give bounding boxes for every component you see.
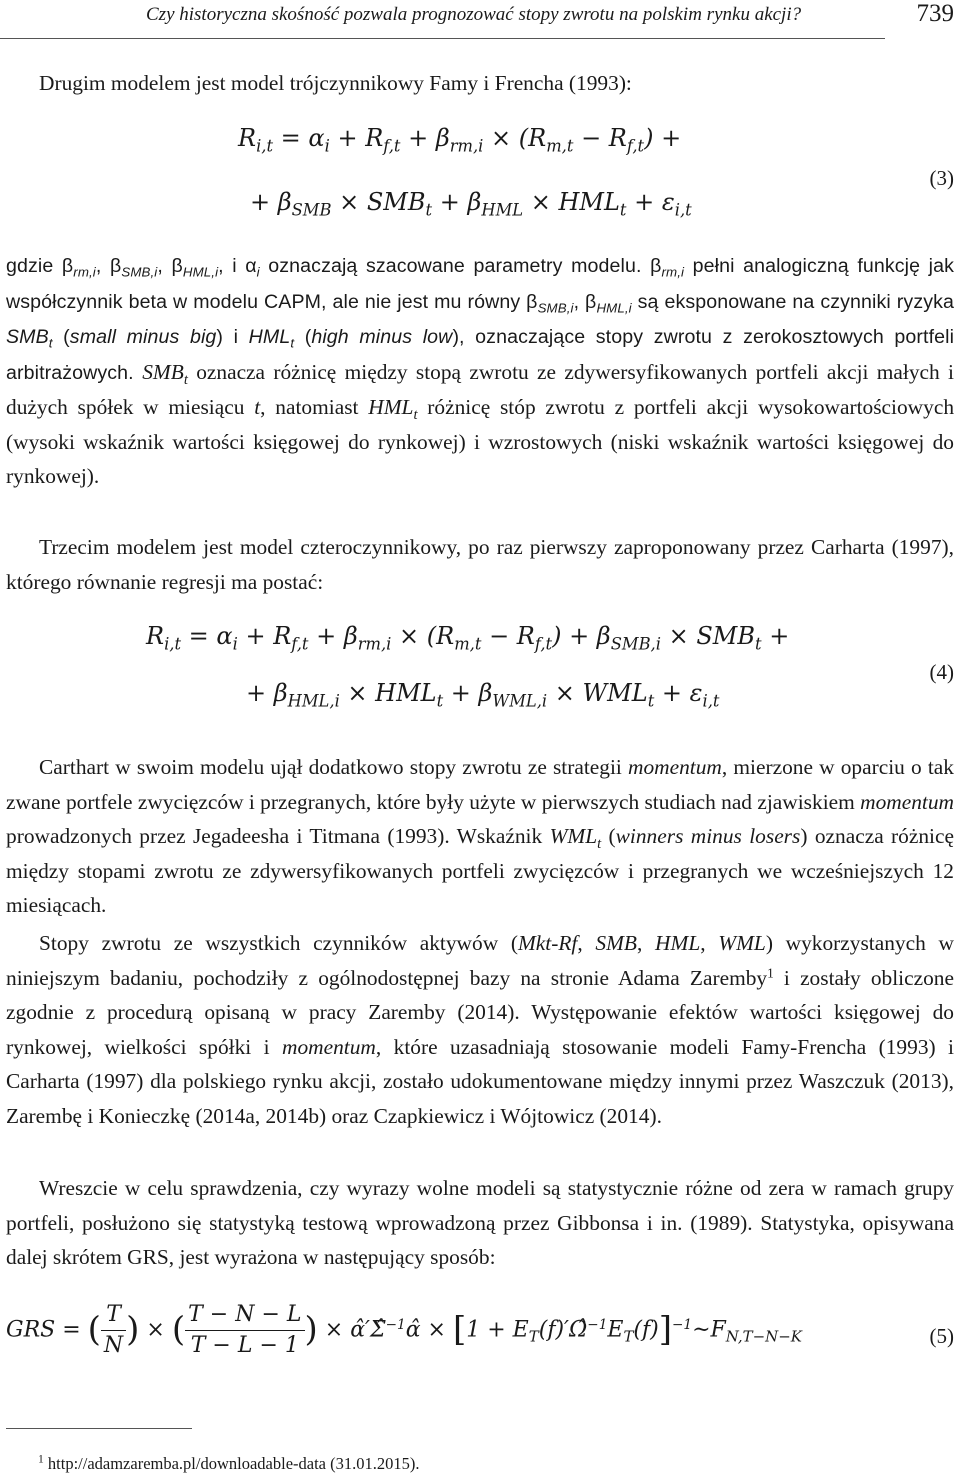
footnote-number: 1: [38, 1453, 44, 1466]
equation-5-number: (5): [929, 1324, 954, 1348]
footnote: [38, 1454, 420, 1474]
running-header: [0, 0, 960, 36]
equation-4-line-1: $R_{i,t} = \alpha_i + R_{f,t} + \beta_{rm,i} \times (R_{m,t} - R_{f,t}) + \beta_{SMB,i} \times SMB_t$ +: [146, 622, 790, 654]
footnote-link[interactable]: http://adamzaremba.pl/downloadable-data (31.01.2015).: [47, 1454, 420, 1473]
equation-3-number: (3): [929, 166, 954, 190]
equation-3-line-1: $R_{i,t} = \alpha_i + R_{f,t} + \beta_{rm,i} \times (R_{m,t} - R_{f,t})$ +: [238, 124, 682, 156]
footnote-rule: [6, 1428, 192, 1429]
equation-3-line-2: + $\beta_{SMB} \times SMB_t + \beta_{HML} \times HML_t + \varepsilon_{i,t}$: [250, 188, 692, 220]
header-rule: [0, 38, 885, 39]
equation-4-line-2: + $\beta_{HML,i} \times HML_t + \beta_{WML,i} \times WML_t + \varepsilon_{i,t}$: [246, 679, 720, 711]
paragraph-1: gdzie $\beta_{rm,i}$, $\beta_{SMB,i}$, $\beta_{HML,i}$, i $\alpha_i$ oznaczają szacowane parametry modelu. $\beta_{rm,i}$ pełni analogiczną funkcję jak współczynnik beta w modelu CAPM, ale nie jest mu równy $\beta_{SMB,i}$, $\beta_{HML,i}$ są eksponowane na czynniki ryzyka $SMB_t$ (small minus big) i $HML_t$ (high minus low), oznaczające stopy zwrotu z zerokosztowych portfeli arbitrażowych. $SMB_t$ oznacza różnicę między stopą zwrotu ze zdywersyfikowanych portfeli akcji małych i dużych spółek w miesiącu t, natomiast $HML_t$ różnicę stóp zwrotu z portfeli akcji wysokowartościowych (wysoki wskaźnik wartości księgowej do rynkowej) i wzrostowych (niski wskaźnik wartości księgowej do rynkowej).: [6, 255, 955, 488]
paragraph-5: Wreszcie w celu sprawdzenia, czy wyrazy wolne modeli są statystycznie różne od zera w ramach grupy portfeli, posłużono się statystyką testową wprowadzoną przez Gibbonsa i in. (1989). Statystyka, opisywana dalej skrótem GRS, jest wyrażona w następujący sposób:: [6, 1176, 954, 1269]
page-number: 739: [916, 0, 954, 27]
footnote-marker: 1: [767, 965, 774, 981]
paragraph-3: Carthart w swoim modelu ujął dodatkowo stopy zwrotu ze strategii momentum, mierzone w oparciu o tak zwane portfele zwycięzców i przegranych, które były użyte w pierwszych studiach nad zjawiskiem momentum prowadzonych przez Jegadeesha i Titmana (1993). Wskaźnik $WML_t$ (winners minus losers) oznacza różnicę między stopami zwrotu ze zdywersyfikowanych portfeli zwycięzców i przegranych we wcześniejszych 12 miesiącach.: [6, 755, 954, 917]
equation-4-number: (4): [929, 660, 954, 684]
intro-line: Drugim modelem jest model trójczynnikowy Famy i Frencha (1993):: [39, 71, 632, 95]
paragraph-4: Stopy zwrotu ze wszystkich czynników aktywów (Mkt-Rf, SMB, HML, WML) wykorzystanych w niniejszym badaniu, pochodziły z ogólnodostępnej bazy na stronie Adama Zaremby$^1$ i zostały obliczone zgodnie z procedurą opisaną w pracy Zaremby (2014). Występowanie efektów wartości księgowej do rynkowej, wielkości spółki i momentum, które uzasadniają stosowanie modeli Famy-Frencha (1993) i Carharta (1997) dla polskiego rynku akcji, zostało udokumentowane między innymi przez Waszczuk (2013), Zarembę i Konieczkę (2014a, 2014b) oraz Czapkiewicz i Wójtowicz (2014).: [6, 931, 954, 1128]
running-header-title: Czy historyczna skośność pozwala prognozować stopy zwrotu na polskim rynku akcji?: [146, 4, 802, 25]
paragraph-2: Trzecim modelem jest model czteroczynnikowy, po raz pierwszy zaproponowany przez Carharta (1997), którego równanie regresji ma postać:: [6, 535, 954, 594]
equation-5: GRS = ( $\frac{T}{N}$ ) × ( $\frac{T - N - L}{T - L - 1}$ ) × α̂′Σ̂$^{-1}$α̂ × $[1 + E_T(f)'\Omegâ^{-1}E_T(f)]^{-1}\sim F_{N,T-N-K}$: [6, 1302, 802, 1358]
